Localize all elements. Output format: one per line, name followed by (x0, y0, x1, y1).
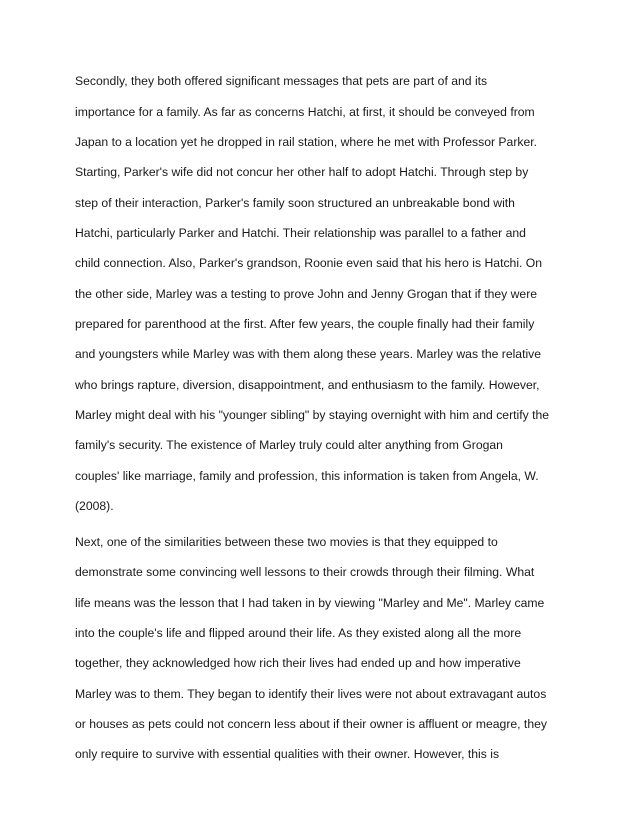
text-line: couples' like marriage, family and profession, this information is taken from Angela, W. (75, 469, 539, 483)
text-line: prepared for parenthood at the first. After few years, the couple finally had their family (75, 317, 535, 331)
text-line: Starting, Parker's wife did not concur her other half to adopt Hatchi. Through step by (75, 165, 529, 179)
text-line: only require to survive with essential qualities with their owner. However, this is (75, 747, 500, 761)
text-line: together, they acknowledged how rich their lives had ended up and how imperative (75, 656, 521, 670)
text-line: Hatchi, particularly Parker and Hatchi. Their relationship was parallel to a father and (75, 226, 526, 240)
text-line: step of their interaction, Parker's family soon structured an unbreakable bond with (75, 196, 515, 210)
text-line: demonstrate some convincing well lessons to their crowds through their filming. What (75, 565, 535, 579)
text-line: or houses as pets could not concern less about if their owner is affluent or meagre, they (75, 717, 547, 731)
text-line: into the couple's life and flipped around their life. As they existed along all the more (75, 626, 522, 640)
text-line: life means was the lesson that I had taken in by viewing "Marley and Me". Marley came (75, 596, 545, 610)
text-line: who brings rapture, diversion, disappointment, and enthusiasm to the family. However, (75, 378, 540, 392)
text-line: Secondly, they both offered significant messages that pets are part of and its (75, 74, 488, 88)
text-line: Japan to a location yet he dropped in rail station, where he met with Professor Parker. (75, 135, 538, 149)
text-line: and youngsters while Marley was with them along these years. Marley was the relative (75, 347, 542, 361)
text-line: Marley was to them. They began to identify their lives were not about extravagant autos (75, 687, 547, 701)
text-line: Marley might deal with his "younger sibling" by staying overnight with him and certify the (75, 408, 550, 422)
text-line: child connection. Also, Parker's grandson, Roonie even said that his hero is Hatchi. On (75, 256, 543, 270)
text-line: Next, one of the similarities between these two movies is that they equipped to (75, 535, 498, 549)
text-line: importance for a family. As far as concerns Hatchi, at first, it should be conveyed from (75, 105, 535, 119)
text-line: the other side, Marley was a testing to prove John and Jenny Grogan that if they were (75, 287, 538, 301)
text-line: family's security. The existence of Marley truly could alter anything from Grogan (75, 438, 503, 452)
text-line: (2008). (75, 499, 114, 513)
